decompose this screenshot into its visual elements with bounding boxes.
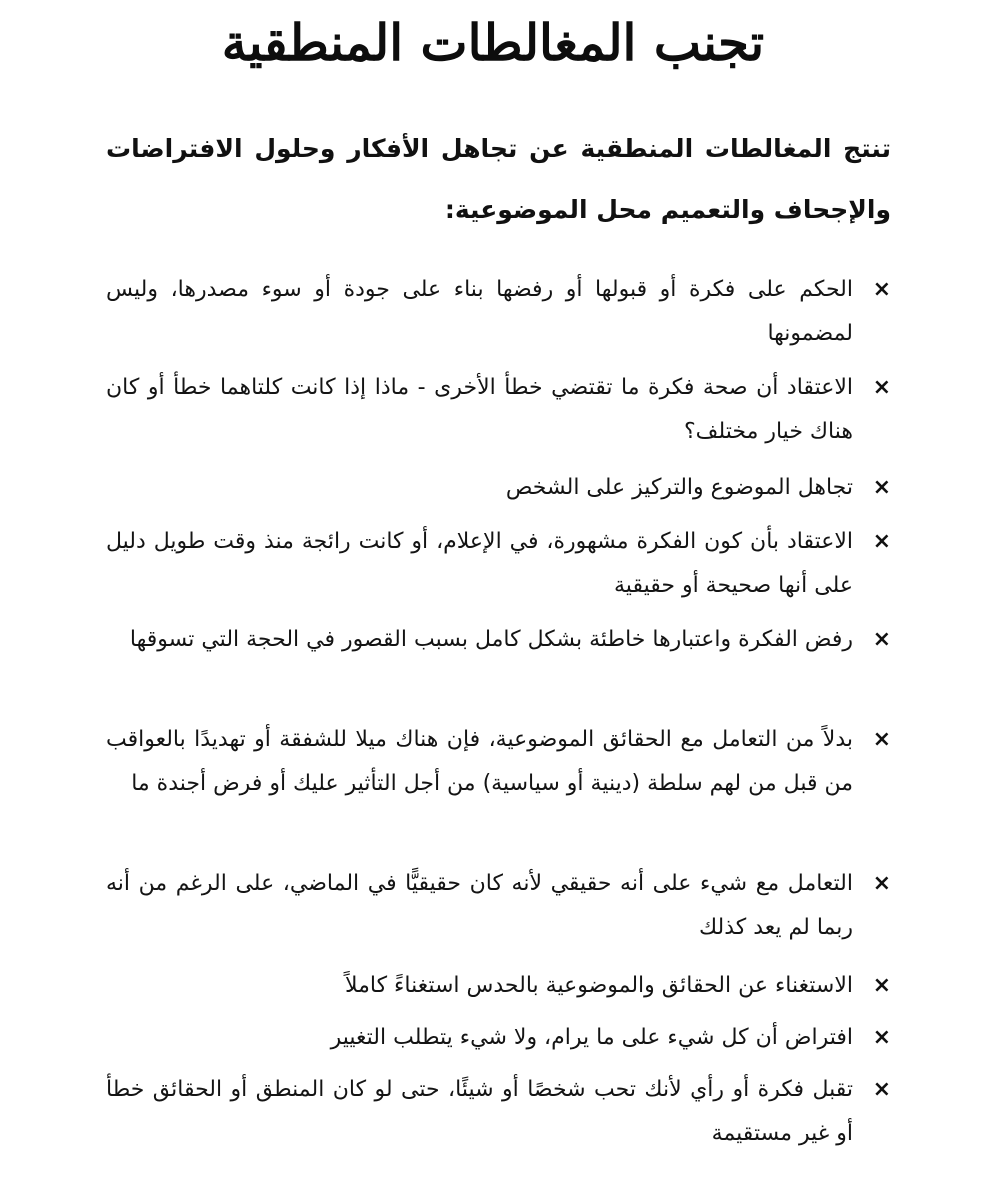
cross-bullet-icon: × [872, 277, 891, 302]
list-item-text: تجاهل الموضوع والتركيز على الشخص [505, 475, 853, 500]
list-item [106, 268, 891, 356]
list-item [106, 618, 891, 662]
page-title: تجنب المغالطات المنطقية [221, 13, 765, 72]
list-item [106, 718, 891, 806]
cross-bullet-icon: × [872, 1025, 891, 1050]
list-item-text: التعامل مع شيء على أنه حقيقي لأنه كان حقيقيًّا في الماضي، على الرغم من أنه ربما لم يعد كذلك [106, 871, 853, 940]
list-item [106, 466, 891, 510]
list-item [106, 964, 891, 1008]
list-item [106, 1068, 891, 1156]
cross-bullet-icon: × [872, 871, 891, 896]
cross-bullet-icon: × [872, 727, 891, 752]
list-item [106, 366, 891, 454]
list-item-text: الحكم على فكرة أو قبولها أو رفضها بناء على جودة أو سوء مصدرها، وليس لمضمونها [106, 277, 853, 346]
list-item-text: افتراض أن كل شيء على ما يرام، ولا شيء يتطلب التغيير [330, 1025, 853, 1050]
cross-bullet-icon: × [872, 375, 891, 400]
list-item-text: بدلاً من التعامل مع الحقائق الموضوعية، فإن هناك ميلا للشفقة أو تهديدًا بالعواقب من قبل من لهم سلطة (دينية أو سياسية) من أجل التأثير عليك أو فرض أجندة ما [106, 727, 853, 796]
list-item-text: تقبل فكرة أو رأي لأنك تحب شخصًا أو شيئًا، حتى لو كان المنطق أو الحقائق خطأ أو غير مستقيمة [106, 1077, 853, 1146]
list-item [106, 862, 891, 950]
intro-paragraph: تنتج المغالطات المنطقية عن تجاهل الأفكار وحلول الافتراضات والإجحاف والتعميم محل الموضوعية: [106, 134, 891, 224]
cross-bullet-icon: × [872, 475, 891, 500]
list-item-text: رفض الفكرة واعتبارها خاطئة بشكل كامل بسبب القصور في الحجة التي تسوقها [129, 627, 853, 652]
cross-bullet-icon: × [872, 973, 891, 998]
cross-bullet-icon: × [872, 627, 891, 652]
list-item-text: الاستغناء عن الحقائق والموضوعية بالحدس استغناءً كاملاً [344, 973, 853, 998]
cross-bullet-icon: × [872, 529, 891, 554]
cross-bullet-icon: × [872, 1077, 891, 1102]
list-item-text: الاعتقاد أن صحة فكرة ما تقتضي خطأ الأخرى - ماذا إذا كانت كلتاهما خطأ أو كان هناك خيار مختلف؟ [106, 375, 853, 444]
list-item-text: الاعتقاد بأن كون الفكرة مشهورة، في الإعلام، أو كانت رائجة منذ وقت طويل دليل على أنها صحيحة أو حقيقية [106, 529, 853, 598]
list-item [106, 1016, 891, 1060]
list-item [106, 520, 891, 608]
